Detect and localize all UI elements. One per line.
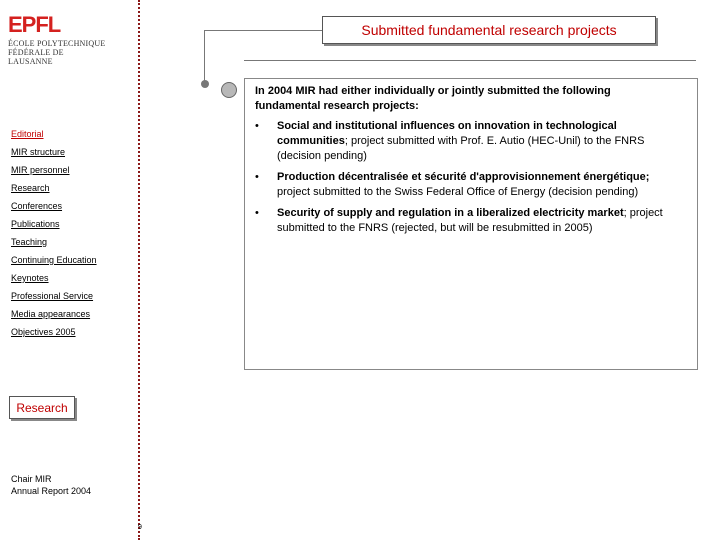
nav-item-publications[interactable]: Publications [11, 219, 60, 229]
project-detail: project submitted to the Swiss Federal Office of Energy (decision pending) [277, 186, 639, 198]
section-label-button[interactable]: Research [9, 396, 75, 419]
list-item [255, 119, 685, 164]
footer-report: Annual Report 2004 [11, 486, 92, 496]
footer [11, 473, 91, 497]
content-panel [244, 78, 698, 370]
page-number: 9 [138, 524, 142, 531]
sidebar-nav [11, 125, 97, 341]
page-title: Submitted fundamental research projects [322, 16, 656, 44]
nav-item-professional-service[interactable]: Professional Service [11, 291, 94, 301]
nav-item-mir-structure[interactable]: MIR structure [11, 147, 66, 157]
project-detail: ; project submitted with Prof. E. Autio (HEC-Unil) to the FNRS (decision pending) [277, 135, 645, 162]
connector-line-top [204, 30, 322, 31]
project-title: Production décentralisée et sécurité d'approvisionnement énergétique; [277, 171, 650, 183]
vertical-divider [138, 0, 140, 540]
list-item [255, 170, 685, 200]
nav-item-conferences[interactable]: Conferences [11, 201, 63, 211]
connector-line-vertical [204, 30, 205, 84]
connector-dot [201, 80, 209, 88]
logo-line-2: FÉDÉRALE DE LAUSANNE [8, 48, 64, 66]
intro-text: In 2004 MIR had either individually or jointly submitted the following fundamental research projects: [255, 85, 611, 112]
nav-item-objectives-2005[interactable]: Objectives 2005 [11, 327, 76, 337]
bullet-icon: • [255, 120, 259, 132]
nav-item-teaching[interactable]: Teaching [11, 237, 48, 247]
project-detail: ; project submitted to the FNRS (rejected, but will be resubmitted in 2005) [277, 207, 663, 234]
bullet-icon: • [255, 207, 259, 219]
connector-line-right [244, 60, 696, 61]
bullet-icon: • [255, 171, 259, 183]
list-item [255, 206, 685, 236]
project-list [255, 119, 685, 242]
nav-item-mir-personnel[interactable]: MIR personnel [11, 165, 70, 175]
epfl-logo [8, 14, 108, 66]
nav-item-keynotes[interactable]: Keynotes [11, 273, 49, 283]
logo-mark: EPFL [8, 12, 61, 37]
nav-item-media-appearances[interactable]: Media appearances [11, 309, 91, 319]
connector-circle-icon [221, 82, 237, 98]
project-title: Security of supply and regulation in a liberalized electricity market [277, 207, 624, 219]
logo-line-1: ÉCOLE POLYTECHNIQUE [8, 39, 106, 48]
nav-item-research[interactable]: Research [11, 183, 50, 193]
project-title: Social and institutional influences on innovation in technological communities [277, 120, 617, 147]
nav-item-editorial[interactable]: Editorial [11, 129, 44, 139]
footer-chair: Chair MIR [11, 474, 52, 484]
nav-item-continuing-education[interactable]: Continuing Education [11, 255, 97, 265]
